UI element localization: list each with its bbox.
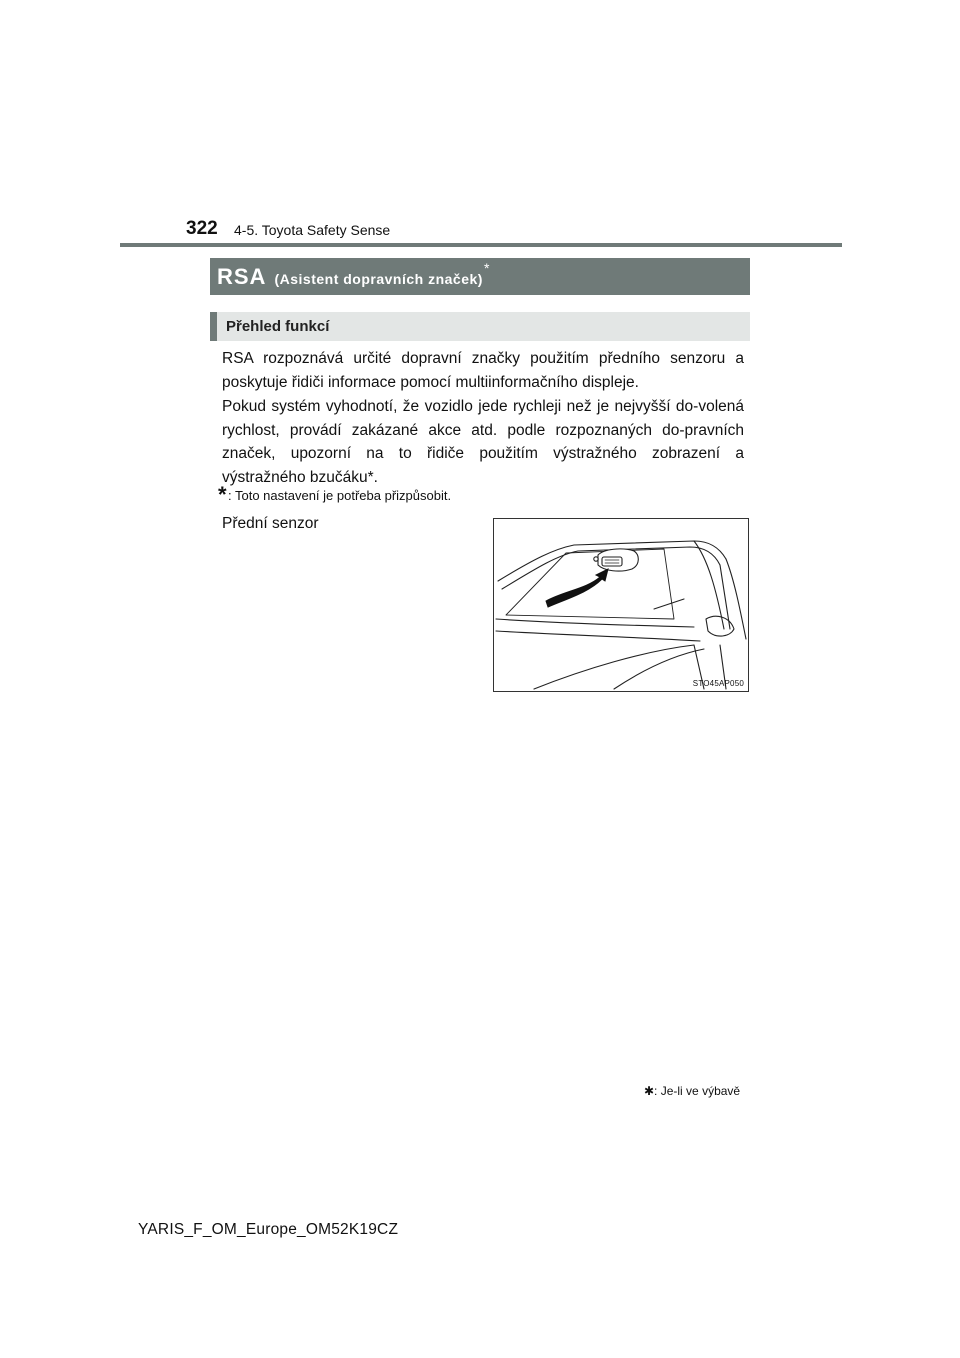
title-asterisk: * <box>483 259 490 276</box>
section-label: 4-5. Toyota Safety Sense <box>234 222 391 238</box>
paragraph-intro: RSA rozpoznává určité dopravní značky použitím předního senzoru a poskytuje řidiči informace pomocí multiinformačního displeje. <box>222 350 744 391</box>
paragraph-warning: Pokud systém vyhodnotí, že vozidlo jede rychleji než je nejvyšší do-volená rychlost, provádí zakázané akce atd. podle rozpoznaných do-pravních značek, upozorní na to řidiče použitím výstražného zobrazení a výstražného bzučáku*. <box>222 398 744 486</box>
title-main: RSA <box>217 263 267 289</box>
footnote-asterisk: * <box>218 482 227 507</box>
front-sensor-illustration <box>493 518 749 692</box>
figure-code: STO45AP050 <box>692 679 744 688</box>
subsection-title: Přehled funkcí <box>226 318 330 335</box>
document-footer: YARIS_F_OM_Europe_OM52K19CZ <box>138 1221 399 1238</box>
page-number: 322 <box>186 218 218 239</box>
windshield-sensor-drawing <box>494 519 748 691</box>
title-sub: (Asistent dopravních značek) <box>274 270 483 287</box>
subsection-bar <box>210 312 750 341</box>
header-rule <box>120 243 842 247</box>
title-bar <box>210 258 750 295</box>
footnote-text: : Toto nastavení je potřeba přizpůsobit. <box>228 488 452 503</box>
subsection-accent <box>210 312 217 341</box>
figure-label: Přední senzor <box>222 515 319 532</box>
equipment-note: ✱: Je-li ve výbavě <box>644 1084 741 1098</box>
pointer-arrow-icon <box>546 569 608 607</box>
